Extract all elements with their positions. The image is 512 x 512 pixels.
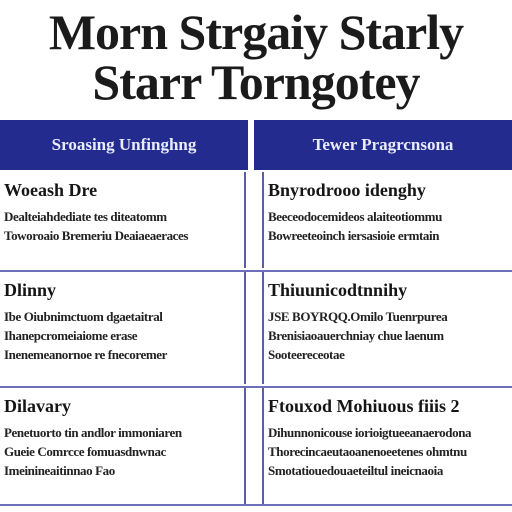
cell-text: Brenisiaoauerchniay chue laenum	[268, 328, 444, 343]
cell-text: Sooteereceotae	[268, 347, 345, 362]
cell-text: Dealteiahdediate tes diteatomm	[4, 209, 167, 224]
column-header-right: Tewer Pragrcnsona	[254, 120, 512, 170]
cell-text: Smotatiouedouaeteiltul ineicnaoia	[268, 463, 443, 478]
cell-text: Imeinineaitinnao Fao	[4, 463, 115, 478]
cell-text: Penetuorto tin andlor immoniaren	[4, 425, 182, 440]
page-title-line-1: Morn Strgaiy Starly	[48, 4, 464, 60]
table-cell	[262, 388, 512, 504]
cell-heading: Thiuunicodtnnihy	[268, 280, 408, 300]
table-cell	[0, 388, 246, 504]
table-cell	[262, 172, 512, 268]
cell-heading: Woeash Dre	[4, 180, 98, 200]
cell-heading: Dlinny	[4, 280, 57, 300]
cell-text: Gueie Comrcce fomuasdnwnac	[4, 444, 166, 459]
comparison-table	[0, 120, 512, 506]
cell-text: Beeceodocemideos alaiteotiommu	[268, 209, 442, 224]
cell-heading: Bnyrodrooo idenghy	[268, 180, 426, 200]
table-cell	[262, 272, 512, 384]
cell-text: JSE BOYRQQ.Omilo Tuenrpurea	[268, 309, 448, 324]
cell-heading: Ftouxod Mohiuous fiiis 2	[268, 396, 460, 416]
cell-text: Thorecincaeutaoanenoeetenes ohmtnu	[268, 444, 467, 459]
cell-heading: Dilavary	[4, 396, 71, 416]
table-cell	[0, 272, 246, 384]
cell-text: Ibe Oiubnimctuom dgaetaitral	[4, 309, 163, 324]
cell-text: Bowreeteoinch iersasioie ermtain	[268, 228, 440, 243]
page-title-line-2: Starr Torngotey	[92, 54, 420, 110]
table-cell	[0, 172, 246, 268]
cell-text: Inenemeanornoe re fnecoremer	[4, 347, 168, 362]
cell-text: Toworoaio Bremeriu Deaiaeaeraces	[4, 228, 189, 243]
column-header-left: Sroasing Unfinghng	[0, 120, 248, 170]
cell-text: Ihanepcromeiaiome erase	[4, 328, 138, 343]
row-divider	[0, 504, 512, 506]
cell-text: Dihunnonicouse iorioigtueeanaerodona	[268, 425, 472, 440]
